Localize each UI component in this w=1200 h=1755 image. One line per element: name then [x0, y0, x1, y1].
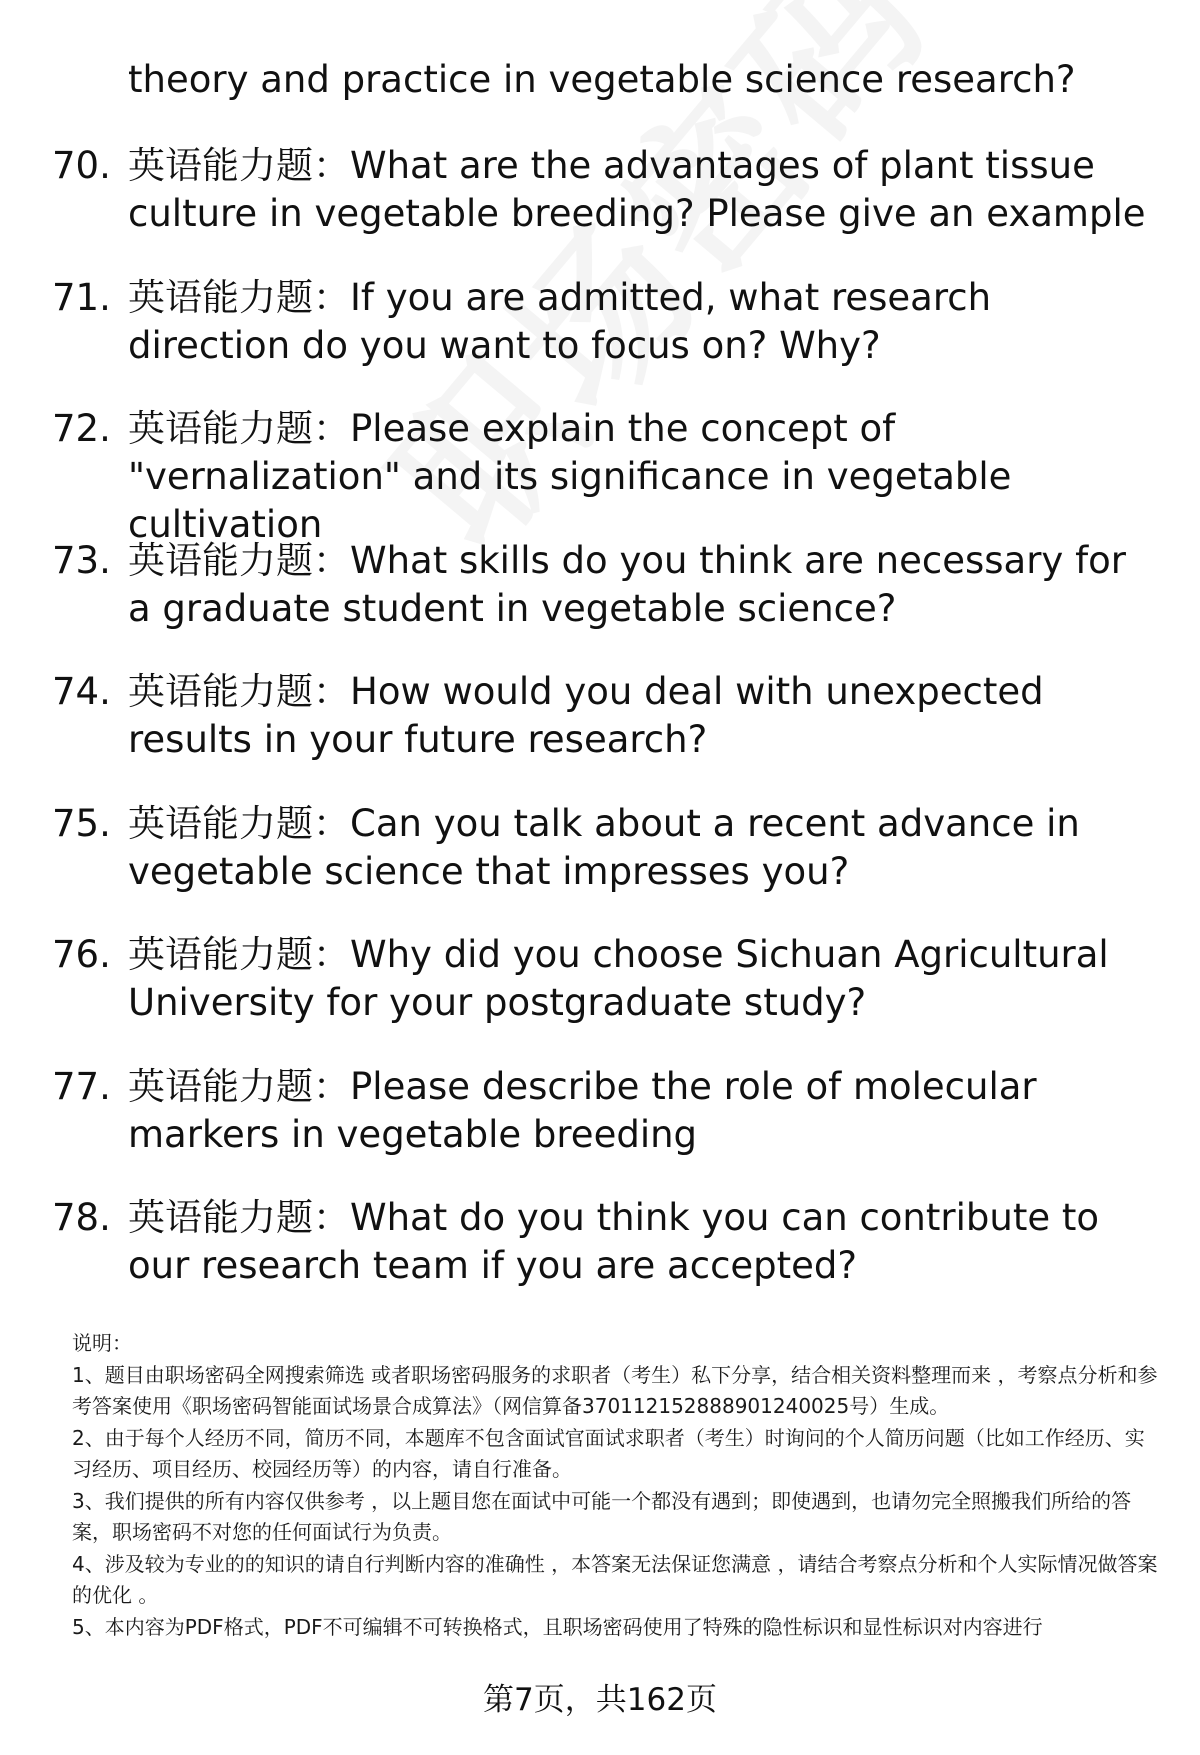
question-item [0, 668, 1200, 800]
question-item [0, 142, 1200, 274]
notes-heading: 说明： [72, 1331, 132, 1355]
note-item: 4、涉及较为专业的的知识的请自行判断内容的准确性 ，本答案无法保证您满意 ，请结合考察点分析和个人实际情况做答案的优化 。 [72, 1551, 1158, 1607]
page-footer: 第7页，共162页 [483, 1682, 717, 1718]
note-item: 2、由于每个人经历不同，简历不同，本题库不包含面试官面试求职者（考生）时询问的个人简历问题（比如工作经历、实习经历、项目经历、校园经历等）的内容，请自行准备。 [72, 1425, 1145, 1481]
question-text: 英语能力题：Please describe the role of molecular markers in vegetable breeding [128, 1064, 1037, 1156]
question-number: 76. [52, 933, 111, 976]
question-number: 72. [52, 407, 111, 450]
question-number: 74. [52, 670, 111, 713]
question-number: 70. [52, 144, 111, 187]
question-number: 77. [52, 1064, 111, 1108]
notes-section [72, 1328, 1162, 1643]
question-number: 73. [52, 538, 111, 582]
question-item [0, 274, 1200, 406]
question-text: 英语能力题：What do you think you can contribute to our research team if you are accepted? [128, 1196, 1099, 1287]
question-item [0, 931, 1200, 1063]
question-item [0, 1063, 1200, 1195]
question-item [0, 1194, 1200, 1326]
question-text: 英语能力题：What are the advantages of plant tissue culture in vegetable breeding? Please give an example [128, 144, 1146, 235]
question-text: 英语能力题：If you are admitted, what research direction do you want to focus on? Why? [128, 275, 992, 367]
question-number: 75. [52, 801, 111, 845]
question-text: 英语能力题：Please explain the concept of "vernalization" and its significance in vegetable cultivation [128, 407, 1012, 546]
question-item [0, 405, 1200, 546]
question-text: 英语能力题：What skills do you think are necessary for a graduate student in vegetable science? [128, 538, 1126, 630]
note-item: 5、本内容为PDF格式，PDF不可编辑不可转换格式，且职场密码使用了特殊的隐性标识和显性标识对内容进行 [72, 1614, 1043, 1639]
question-continuation: theory and practice in vegetable science research? [128, 58, 1076, 101]
question-number: 71. [52, 275, 111, 319]
note-item: 3、我们提供的所有内容仅供参考 ，以上题目您在面试中可能一个都没有遇到；即使遇到，也请勿完全照搬我们所给的答案，职场密码不对您的任何面试行为负责。 [72, 1488, 1132, 1544]
question-text: 英语能力题：Can you talk about a recent advance in vegetable science that impresses you? [128, 801, 1080, 893]
question-list [0, 142, 1200, 1326]
question-item [0, 800, 1200, 932]
question-item [0, 537, 1200, 669]
question-number: 78. [52, 1196, 111, 1239]
question-text: 英语能力题：How would you deal with unexpected results in your future research? [128, 670, 1044, 761]
question-text: 英语能力题：Why did you choose Sichuan Agricultural University for your postgraduate study? [128, 933, 1109, 1024]
note-item: 1、题目由职场密码全网搜索筛选 或者职场密码服务的求职者（考生）私下分享，结合相关资料整理而来 ，考察点分析和参考答案使用《职场密码智能面试场景合成算法》（网信算备370112152888901240025号）生成。 [72, 1362, 1158, 1418]
